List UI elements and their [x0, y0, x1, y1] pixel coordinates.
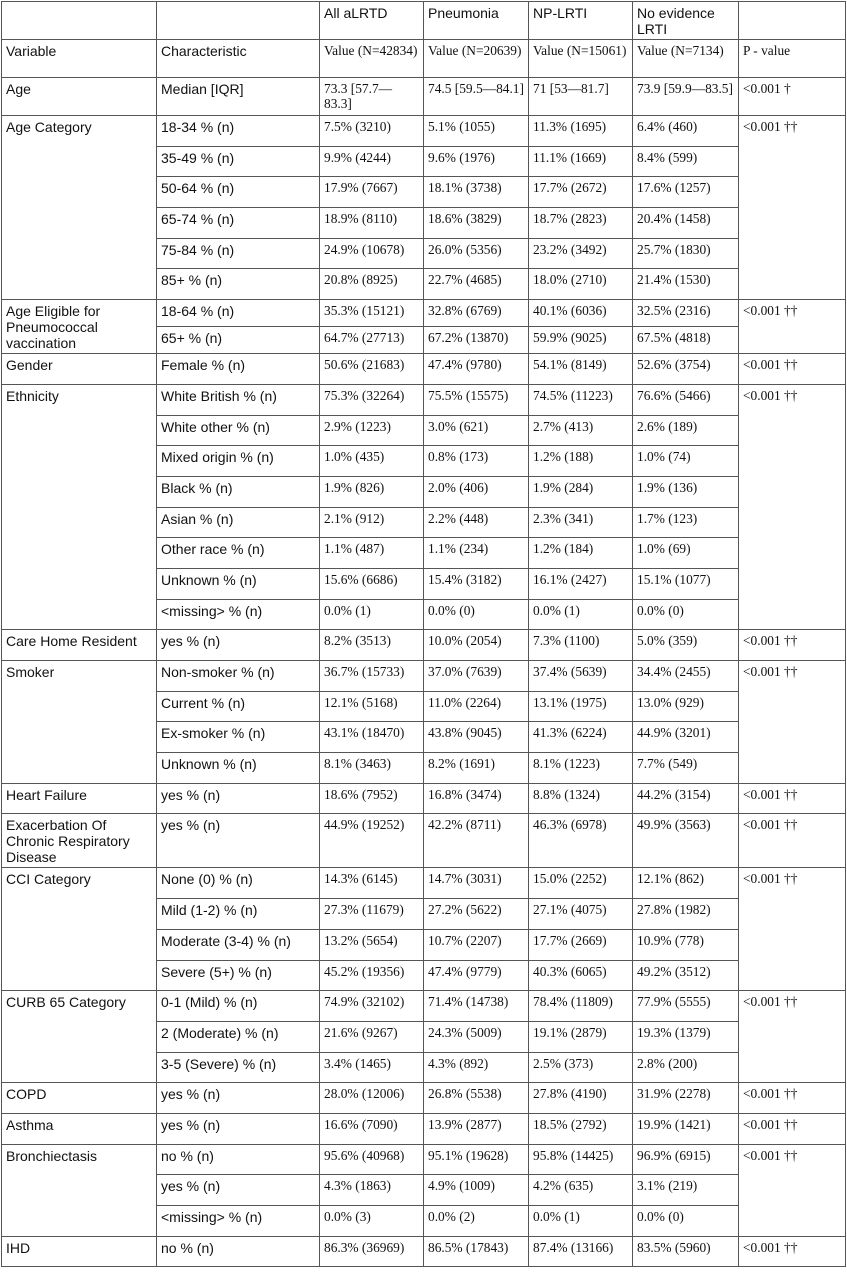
value-np-lrti-cell: 23.2% (3492) — [529, 238, 633, 269]
value-all-alrtd-cell: 15.6% (6686) — [320, 568, 424, 599]
characteristic-cell: Mild (1-2) % (n) — [157, 899, 320, 930]
characteristic-cell: White other % (n) — [157, 415, 320, 446]
value-no-evidence-cell: 1.0% (74) — [633, 446, 739, 477]
pvalue-cell: <0.001 † — [739, 78, 846, 116]
characteristic-cell: yes % (n) — [157, 1113, 320, 1144]
characteristic-cell: None (0) % (n) — [157, 868, 320, 899]
header-pneumonia: Pneumonia — [424, 2, 529, 40]
table-row — [2, 868, 846, 899]
table-row — [2, 1144, 846, 1175]
value-no-evidence-cell: 8.4% (599) — [633, 146, 739, 177]
pvalue-cell: <0.001 †† — [739, 661, 846, 784]
value-pneumonia-cell: 0.0% (2) — [424, 1206, 529, 1237]
pvalue-cell: <0.001 †† — [739, 630, 846, 661]
value-pneumonia-cell: 32.8% (6769) — [424, 300, 529, 327]
variable-cell: Age Category — [2, 116, 157, 300]
characteristic-cell: 35-49 % (n) — [157, 146, 320, 177]
table-row — [2, 1113, 846, 1144]
variable-cell: Heart Failure — [2, 783, 157, 814]
characteristic-cell: 65-74 % (n) — [157, 208, 320, 239]
pvalue-cell: <0.001 †† — [739, 783, 846, 814]
value-no-evidence-cell: 5.0% (359) — [633, 630, 739, 661]
value-no-evidence-cell: 49.2% (3512) — [633, 960, 739, 991]
characteristic-cell: yes % (n) — [157, 814, 320, 868]
value-pneumonia-cell: 4.3% (892) — [424, 1052, 529, 1083]
value-all-alrtd-cell: 27.3% (11679) — [320, 899, 424, 930]
value-all-alrtd-cell: 2.9% (1223) — [320, 415, 424, 446]
value-np-lrti-cell: 2.3% (341) — [529, 507, 633, 538]
characteristic-cell: Unknown % (n) — [157, 753, 320, 784]
value-pneumonia-cell: 11.0% (2264) — [424, 691, 529, 722]
value-no-evidence-cell: 44.9% (3201) — [633, 722, 739, 753]
value-all-alrtd-cell: 24.9% (10678) — [320, 238, 424, 269]
value-all-alrtd-cell: 8.1% (3463) — [320, 753, 424, 784]
pvalue-cell: <0.001 †† — [739, 1144, 846, 1236]
value-no-evidence-cell: 3.1% (219) — [633, 1175, 739, 1206]
characteristic-cell: Non-smoker % (n) — [157, 661, 320, 692]
characteristic-cell: Asian % (n) — [157, 507, 320, 538]
value-no-evidence-cell: 1.7% (123) — [633, 507, 739, 538]
value-all-alrtd-cell: 1.9% (826) — [320, 476, 424, 507]
value-all-alrtd-cell: 74.9% (32102) — [320, 991, 424, 1022]
subheader-pvalue: P - value — [739, 40, 846, 78]
value-np-lrti-cell: 0.0% (1) — [529, 1206, 633, 1237]
value-all-alrtd-cell: 1.0% (435) — [320, 446, 424, 477]
value-all-alrtd-cell: 50.6% (21683) — [320, 354, 424, 385]
characteristic-cell: Moderate (3-4) % (n) — [157, 929, 320, 960]
value-no-evidence-cell: 52.6% (3754) — [633, 354, 739, 385]
value-no-evidence-cell: 0.0% (0) — [633, 1206, 739, 1237]
characteristic-cell: 65+ % (n) — [157, 327, 320, 354]
value-np-lrti-cell: 17.7% (2672) — [529, 177, 633, 208]
value-all-alrtd-cell: 28.0% (12006) — [320, 1083, 424, 1114]
value-no-evidence-cell: 49.9% (3563) — [633, 814, 739, 868]
pvalue-cell: <0.001 †† — [739, 354, 846, 385]
value-np-lrti-cell: 8.8% (1324) — [529, 783, 633, 814]
value-no-evidence-cell: 77.9% (5555) — [633, 991, 739, 1022]
value-no-evidence-cell: 21.4% (1530) — [633, 269, 739, 300]
characteristic-cell: 75-84 % (n) — [157, 238, 320, 269]
value-all-alrtd-cell: 95.6% (40968) — [320, 1144, 424, 1175]
value-pneumonia-cell: 2.2% (448) — [424, 507, 529, 538]
value-no-evidence-cell: 10.9% (778) — [633, 929, 739, 960]
value-np-lrti-cell: 16.1% (2427) — [529, 568, 633, 599]
value-all-alrtd-cell: 0.0% (1) — [320, 599, 424, 630]
value-pneumonia-cell: 0.0% (0) — [424, 599, 529, 630]
subheader-variable: Variable — [2, 40, 157, 78]
header-blank-characteristic — [157, 2, 320, 40]
value-pneumonia-cell: 42.2% (8711) — [424, 814, 529, 868]
characteristic-cell: yes % (n) — [157, 1175, 320, 1206]
value-no-evidence-cell: 19.9% (1421) — [633, 1113, 739, 1144]
value-pneumonia-cell: 75.5% (15575) — [424, 384, 529, 415]
table-row — [2, 814, 846, 868]
value-np-lrti-cell: 18.5% (2792) — [529, 1113, 633, 1144]
value-pneumonia-cell: 0.8% (173) — [424, 446, 529, 477]
value-all-alrtd-cell: 17.9% (7667) — [320, 177, 424, 208]
characteristic-cell: <missing> % (n) — [157, 599, 320, 630]
value-np-lrti-cell: 27.8% (4190) — [529, 1083, 633, 1114]
value-pneumonia-cell: 16.8% (3474) — [424, 783, 529, 814]
characteristic-cell: Severe (5+) % (n) — [157, 960, 320, 991]
subheader-characteristic: Characteristic — [157, 40, 320, 78]
value-np-lrti-cell: 11.3% (1695) — [529, 116, 633, 147]
value-np-lrti-cell: 74.5% (11223) — [529, 384, 633, 415]
value-all-alrtd-cell: 73.3 [57.7—83.3] — [320, 78, 424, 116]
value-all-alrtd-cell: 16.6% (7090) — [320, 1113, 424, 1144]
value-no-evidence-cell: 12.1% (862) — [633, 868, 739, 899]
value-pneumonia-cell: 8.2% (1691) — [424, 753, 529, 784]
value-np-lrti-cell: 95.8% (14425) — [529, 1144, 633, 1175]
characteristic-cell: Black % (n) — [157, 476, 320, 507]
header-blank-pvalue — [739, 2, 846, 40]
value-np-lrti-cell: 40.3% (6065) — [529, 960, 633, 991]
value-np-lrti-cell: 15.0% (2252) — [529, 868, 633, 899]
value-np-lrti-cell: 46.3% (6978) — [529, 814, 633, 868]
value-no-evidence-cell: 1.9% (136) — [633, 476, 739, 507]
value-pneumonia-cell: 24.3% (5009) — [424, 1021, 529, 1052]
value-np-lrti-cell: 41.3% (6224) — [529, 722, 633, 753]
subheader-value-all: Value (N=42834) — [320, 40, 424, 78]
value-no-evidence-cell: 31.9% (2278) — [633, 1083, 739, 1114]
header-all-alrtd: All aLRTD — [320, 2, 424, 40]
value-all-alrtd-cell: 12.1% (5168) — [320, 691, 424, 722]
value-np-lrti-cell: 0.0% (1) — [529, 599, 633, 630]
value-pneumonia-cell: 18.6% (3829) — [424, 208, 529, 239]
table-header-row — [2, 2, 846, 40]
table-row — [2, 661, 846, 692]
value-all-alrtd-cell: 9.9% (4244) — [320, 146, 424, 177]
value-all-alrtd-cell: 20.8% (8925) — [320, 269, 424, 300]
value-all-alrtd-cell: 4.3% (1863) — [320, 1175, 424, 1206]
value-all-alrtd-cell: 43.1% (18470) — [320, 722, 424, 753]
value-np-lrti-cell: 18.7% (2823) — [529, 208, 633, 239]
table-row — [2, 630, 846, 661]
characteristic-cell: Female % (n) — [157, 354, 320, 385]
value-no-evidence-cell: 32.5% (2316) — [633, 300, 739, 327]
value-pneumonia-cell: 14.7% (3031) — [424, 868, 529, 899]
value-np-lrti-cell: 54.1% (8149) — [529, 354, 633, 385]
characteristic-cell: Mixed origin % (n) — [157, 446, 320, 477]
value-no-evidence-cell: 6.4% (460) — [633, 116, 739, 147]
value-pneumonia-cell: 9.6% (1976) — [424, 146, 529, 177]
value-pneumonia-cell: 71.4% (14738) — [424, 991, 529, 1022]
value-pneumonia-cell: 4.9% (1009) — [424, 1175, 529, 1206]
value-np-lrti-cell: 2.5% (373) — [529, 1052, 633, 1083]
variable-cell: Age — [2, 78, 157, 116]
table-row — [2, 783, 846, 814]
characteristic-cell: Other race % (n) — [157, 538, 320, 569]
variable-cell: Asthma — [2, 1113, 157, 1144]
table-row — [2, 354, 846, 385]
characteristic-cell: no % (n) — [157, 1236, 320, 1267]
pvalue-cell: <0.001 †† — [739, 991, 846, 1083]
value-pneumonia-cell: 22.7% (4685) — [424, 269, 529, 300]
value-np-lrti-cell: 27.1% (4075) — [529, 899, 633, 930]
header-np-lrti: NP-LRTI — [529, 2, 633, 40]
value-np-lrti-cell: 1.2% (188) — [529, 446, 633, 477]
value-pneumonia-cell: 10.0% (2054) — [424, 630, 529, 661]
value-all-alrtd-cell: 3.4% (1465) — [320, 1052, 424, 1083]
value-no-evidence-cell: 25.7% (1830) — [633, 238, 739, 269]
value-np-lrti-cell: 1.2% (184) — [529, 538, 633, 569]
characteristic-cell: White British % (n) — [157, 384, 320, 415]
value-pneumonia-cell: 26.0% (5356) — [424, 238, 529, 269]
value-pneumonia-cell: 18.1% (3738) — [424, 177, 529, 208]
value-pneumonia-cell: 43.8% (9045) — [424, 722, 529, 753]
value-no-evidence-cell: 34.4% (2455) — [633, 661, 739, 692]
variable-cell: CCI Category — [2, 868, 157, 991]
header-blank-variable — [2, 2, 157, 40]
value-no-evidence-cell: 0.0% (0) — [633, 599, 739, 630]
value-no-evidence-cell: 27.8% (1982) — [633, 899, 739, 930]
value-no-evidence-cell: 76.6% (5466) — [633, 384, 739, 415]
pvalue-cell: <0.001 †† — [739, 1113, 846, 1144]
table-row — [2, 384, 846, 415]
value-no-evidence-cell: 96.9% (6915) — [633, 1144, 739, 1175]
value-pneumonia-cell: 47.4% (9780) — [424, 354, 529, 385]
variable-cell: IHD — [2, 1236, 157, 1267]
value-pneumonia-cell: 2.0% (406) — [424, 476, 529, 507]
value-all-alrtd-cell: 1.1% (487) — [320, 538, 424, 569]
subheader-value-np-lrti: Value (N=15061) — [529, 40, 633, 78]
value-pneumonia-cell: 74.5 [59.5—84.1] — [424, 78, 529, 116]
value-no-evidence-cell: 13.0% (929) — [633, 691, 739, 722]
value-np-lrti-cell: 11.1% (1669) — [529, 146, 633, 177]
characteristic-cell: Median [IQR] — [157, 78, 320, 116]
baseline-characteristics-table — [1, 1, 846, 1267]
value-no-evidence-cell: 83.5% (5960) — [633, 1236, 739, 1267]
value-all-alrtd-cell: 44.9% (19252) — [320, 814, 424, 868]
characteristic-cell: yes % (n) — [157, 630, 320, 661]
value-no-evidence-cell: 17.6% (1257) — [633, 177, 739, 208]
value-all-alrtd-cell: 13.2% (5654) — [320, 929, 424, 960]
value-no-evidence-cell: 44.2% (3154) — [633, 783, 739, 814]
value-no-evidence-cell: 73.9 [59.9—83.5] — [633, 78, 739, 116]
value-np-lrti-cell: 78.4% (11809) — [529, 991, 633, 1022]
value-pneumonia-cell: 15.4% (3182) — [424, 568, 529, 599]
value-np-lrti-cell: 8.1% (1223) — [529, 753, 633, 784]
pvalue-cell: <0.001 †† — [739, 300, 846, 354]
pvalue-cell: <0.001 †† — [739, 116, 846, 300]
value-np-lrti-cell: 13.1% (1975) — [529, 691, 633, 722]
table-subheader-row — [2, 40, 846, 78]
characteristic-cell: 50-64 % (n) — [157, 177, 320, 208]
variable-cell: Gender — [2, 354, 157, 385]
value-pneumonia-cell: 67.2% (13870) — [424, 327, 529, 354]
value-pneumonia-cell: 3.0% (621) — [424, 415, 529, 446]
value-no-evidence-cell: 2.6% (189) — [633, 415, 739, 446]
value-np-lrti-cell: 1.9% (284) — [529, 476, 633, 507]
table-row — [2, 78, 846, 116]
value-no-evidence-cell: 2.8% (200) — [633, 1052, 739, 1083]
table-row — [2, 991, 846, 1022]
value-all-alrtd-cell: 21.6% (9267) — [320, 1021, 424, 1052]
value-np-lrti-cell: 19.1% (2879) — [529, 1021, 633, 1052]
value-all-alrtd-cell: 86.3% (36969) — [320, 1236, 424, 1267]
characteristic-cell: 0-1 (Mild) % (n) — [157, 991, 320, 1022]
variable-cell: Ethnicity — [2, 384, 157, 630]
value-np-lrti-cell: 37.4% (5639) — [529, 661, 633, 692]
table-row — [2, 1236, 846, 1267]
value-np-lrti-cell: 18.0% (2710) — [529, 269, 633, 300]
pvalue-cell: <0.001 †† — [739, 1083, 846, 1114]
value-pneumonia-cell: 13.9% (2877) — [424, 1113, 529, 1144]
characteristic-cell: 85+ % (n) — [157, 269, 320, 300]
value-pneumonia-cell: 37.0% (7639) — [424, 661, 529, 692]
value-np-lrti-cell: 4.2% (635) — [529, 1175, 633, 1206]
characteristic-cell: 3-5 (Severe) % (n) — [157, 1052, 320, 1083]
variable-cell: COPD — [2, 1083, 157, 1114]
variable-cell: CURB 65 Category — [2, 991, 157, 1083]
value-no-evidence-cell: 1.0% (69) — [633, 538, 739, 569]
value-pneumonia-cell: 27.2% (5622) — [424, 899, 529, 930]
value-no-evidence-cell: 67.5% (4818) — [633, 327, 739, 354]
characteristic-cell: 2 (Moderate) % (n) — [157, 1021, 320, 1052]
table-row — [2, 1083, 846, 1114]
table-row — [2, 300, 846, 327]
value-pneumonia-cell: 47.4% (9779) — [424, 960, 529, 991]
value-np-lrti-cell: 17.7% (2669) — [529, 929, 633, 960]
pvalue-cell: <0.001 †† — [739, 384, 846, 630]
table-row — [2, 116, 846, 147]
pvalue-cell: <0.001 †† — [739, 1236, 846, 1267]
characteristic-cell: no % (n) — [157, 1144, 320, 1175]
value-all-alrtd-cell: 7.5% (3210) — [320, 116, 424, 147]
value-all-alrtd-cell: 14.3% (6145) — [320, 868, 424, 899]
value-np-lrti-cell: 40.1% (6036) — [529, 300, 633, 327]
pvalue-cell: <0.001 †† — [739, 868, 846, 991]
value-all-alrtd-cell: 18.9% (8110) — [320, 208, 424, 239]
value-np-lrti-cell: 59.9% (9025) — [529, 327, 633, 354]
value-pneumonia-cell: 26.8% (5538) — [424, 1083, 529, 1114]
value-all-alrtd-cell: 36.7% (15733) — [320, 661, 424, 692]
value-all-alrtd-cell: 35.3% (15121) — [320, 300, 424, 327]
characteristic-cell: 18-64 % (n) — [157, 300, 320, 327]
characteristic-cell: Current % (n) — [157, 691, 320, 722]
value-all-alrtd-cell: 64.7% (27713) — [320, 327, 424, 354]
header-no-evidence-lrti: No evidence LRTI — [633, 2, 739, 40]
value-np-lrti-cell: 87.4% (13166) — [529, 1236, 633, 1267]
value-pneumonia-cell: 10.7% (2207) — [424, 929, 529, 960]
pvalue-cell: <0.001 †† — [739, 814, 846, 868]
subheader-value-pneumonia: Value (N=20639) — [424, 40, 529, 78]
characteristic-cell: 18-34 % (n) — [157, 116, 320, 147]
value-pneumonia-cell: 86.5% (17843) — [424, 1236, 529, 1267]
value-pneumonia-cell: 5.1% (1055) — [424, 116, 529, 147]
value-no-evidence-cell: 20.4% (1458) — [633, 208, 739, 239]
table-body — [2, 2, 846, 1267]
value-all-alrtd-cell: 0.0% (3) — [320, 1206, 424, 1237]
variable-cell: Bronchiectasis — [2, 1144, 157, 1236]
variable-cell: Smoker — [2, 661, 157, 784]
variable-cell: Exacerbation Of Chronic Respiratory Disease — [2, 814, 157, 868]
value-no-evidence-cell: 7.7% (549) — [633, 753, 739, 784]
subheader-value-no-evidence: Value (N=7134) — [633, 40, 739, 78]
value-all-alrtd-cell: 75.3% (32264) — [320, 384, 424, 415]
value-np-lrti-cell: 2.7% (413) — [529, 415, 633, 446]
value-pneumonia-cell: 95.1% (19628) — [424, 1144, 529, 1175]
value-all-alrtd-cell: 2.1% (912) — [320, 507, 424, 538]
value-no-evidence-cell: 15.1% (1077) — [633, 568, 739, 599]
characteristic-cell: yes % (n) — [157, 1083, 320, 1114]
value-all-alrtd-cell: 45.2% (19356) — [320, 960, 424, 991]
value-pneumonia-cell: 1.1% (234) — [424, 538, 529, 569]
value-all-alrtd-cell: 18.6% (7952) — [320, 783, 424, 814]
characteristic-cell: yes % (n) — [157, 783, 320, 814]
variable-cell: Care Home Resident — [2, 630, 157, 661]
value-np-lrti-cell: 7.3% (1100) — [529, 630, 633, 661]
value-no-evidence-cell: 19.3% (1379) — [633, 1021, 739, 1052]
value-np-lrti-cell: 71 [53—81.7] — [529, 78, 633, 116]
characteristic-cell: Unknown % (n) — [157, 568, 320, 599]
variable-cell: Age Eligible for Pneumococcal vaccination — [2, 300, 157, 354]
characteristic-cell: <missing> % (n) — [157, 1206, 320, 1237]
value-all-alrtd-cell: 8.2% (3513) — [320, 630, 424, 661]
characteristic-cell: Ex-smoker % (n) — [157, 722, 320, 753]
